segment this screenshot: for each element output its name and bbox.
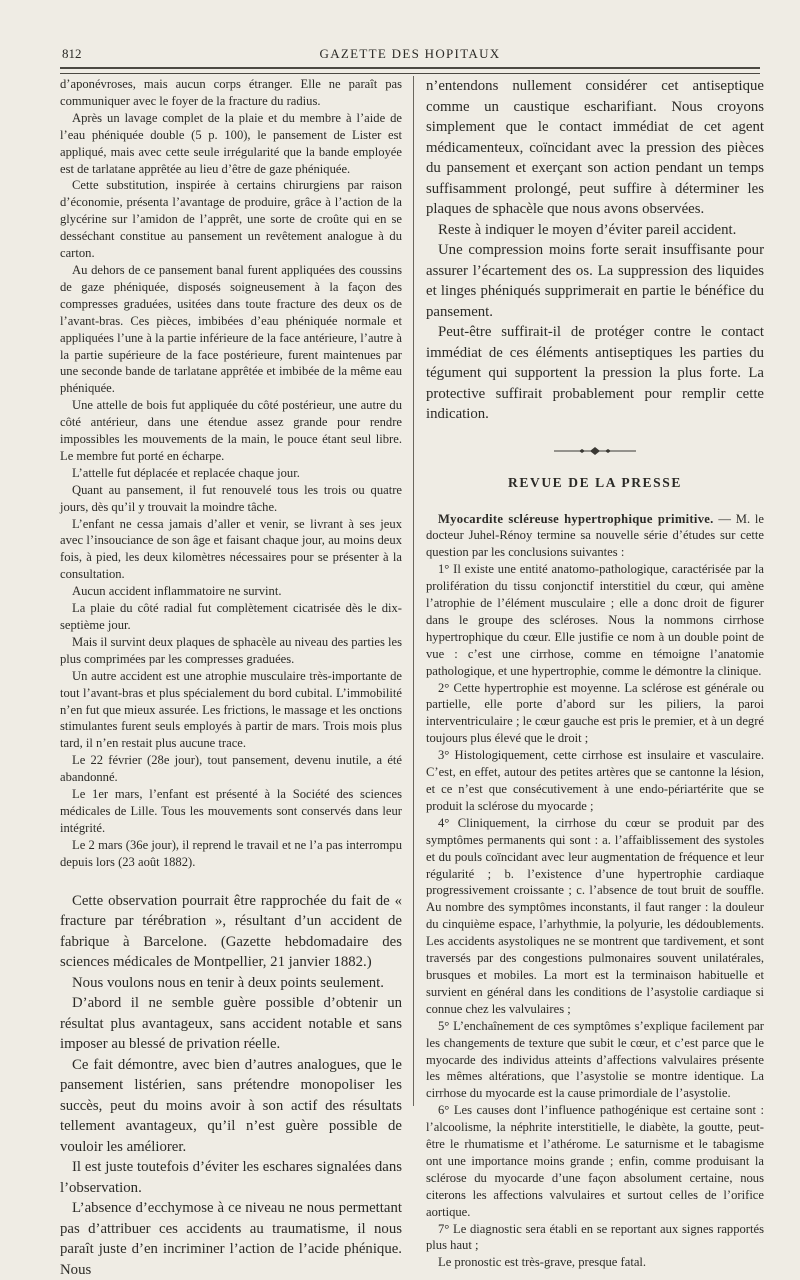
paragraph: Reste à indiquer le moyen d’éviter pareil accident. bbox=[438, 221, 737, 238]
paragraph: Le 2 mars (36e jour), il reprend le travail et ne l’a pas interrompu depuis lors (23 août 1882). bbox=[60, 837, 402, 869]
paragraph: Cette observation pourrait être rapprochée du fait de « fracture par térébration », résultant d’un accident de fabrique à Barcelone. (Gazette hebdomadaire des sciences médicales de Montpellier, 21 janvier 1882.) bbox=[60, 892, 402, 971]
paragraph: Ce fait démontre, avec bien d’autres analogues, que le pansement listérien, sans prétendre monopoliser les succès, peut du moins avoir à son actif des résultats tellement avantageux, qu’il n’est guère possible de vouloir les améliorer. bbox=[60, 1056, 402, 1155]
paragraph: Il est juste toutefois d’éviter les eschares signalées dans l’observation. bbox=[60, 1159, 402, 1196]
page-header bbox=[60, 44, 760, 64]
commentary-continuation bbox=[426, 76, 764, 425]
paragraph: Une compression moins forte serait insuffisante pour assurer l’écartement des os. La suppression des liquides et linges phéniqués supprimerait en partie le bénéfice du pansement. bbox=[426, 242, 764, 320]
paragraph: D’abord il ne semble guère possible d’obtenir un résultat plus avantageux, sans accident notable et sans imposer au blessé de privation réelle. bbox=[60, 995, 402, 1053]
commentary-text bbox=[60, 891, 402, 1280]
paragraph: 1° Il existe une entité anatomo-pathologique, caractérisée par la prolifération du tissu conjonctif interstitiel du cœur, qui amène l’atrophie de l’élément musculaire ; elle a donc droit de figurer dans le groupe des scléroses. Nous la nommons cirrhose hypertrophique du cœur. Elle justifie ce nom à un double point de vue : c’est une cirrhose, comme en témoigne l’anatomie pathologique, et une hypertrophie, comme le démontre la clinique. bbox=[426, 562, 764, 678]
paragraph: Cette substitution, inspirée à certains chirurgiens par raison d’économie, présenta l’avantage de produire, grâce à l’action de la glycérine sur l’amidon de l’apprêt, une sorte de croûte qui en se desséchant constitue au pansement un revêtement analogue à du carton. bbox=[60, 178, 402, 261]
paragraph bbox=[426, 511, 764, 562]
paragraph: Une attelle de bois fut appliquée du côté postérieur, une autre du côté antérieur, dans une étendue assez grande pour rendre impossibles les mouvements de la main, le pouce étant seul libre. Le membre fut porté en écharpe. bbox=[60, 398, 402, 463]
paragraph: L’attelle fut déplacée et replacée chaque jour. bbox=[72, 465, 300, 480]
paragraph: 4° Cliniquement, la cirrhose du cœur se produit par des symptômes permanents qui sont : a. l’affaiblissement des systoles et du pouls coïncidant avec leur augmentation de fréquence et leur régularité ; b. l’existence d’une hypertrophie cardiaque progressivement croissante ; c. l’absence de tout bruit de souffle. Au nombre des symptômes inconstants, il faut ranger : la douleur du cinquième espace, l’arhythmie, la polyurie, les dédoublements. Les accidents asystoliques ne se montrent que tardivement, et sont traversés par des congestions pulmonaires souvent unilatérales, brusques et mobiles. La mort est la terminaison habituelle et survient en général dans les conditions de l’asystolie cardiaque si connue chez les valvulaires ; bbox=[426, 815, 764, 1016]
section-ornament bbox=[552, 445, 638, 457]
paragraph: Aucun accident inflammatoire ne survint. bbox=[72, 584, 282, 599]
right-column bbox=[426, 76, 764, 1271]
paragraph: Peut-être suffirait-il de protéger contre le contact immédiat de ces éléments antiseptiques les parties du tégument qui supportent la pression la plus forte. La protective suffirait probablement pour remplir cette indication. bbox=[426, 324, 764, 422]
spacer bbox=[60, 871, 402, 891]
paragraph: L’enfant ne cessa jamais d’aller et venir, se livrant à ses jeux avec l’insouciance de son âge et faisant chaque jour, au moins deux fois, à pied, les deux kilomètres nécessaires pour se présenter à la consultation. bbox=[60, 516, 402, 582]
running-title: GAZETTE DES HOPITAUX bbox=[319, 46, 501, 61]
paragraph: n’entendons nullement considérer cet antiseptique comme un caustique escharifiant. Nous croyons simplement que le contact immédiat de cet agent médicamenteux, coïncidant avec la pression des pièces du pansement et exerçant son action pendant un temps suffisamment prolongé, peut suffire à déterminer les plaques de sphacèle que nous avons observées. bbox=[426, 78, 764, 217]
column-divider bbox=[413, 76, 414, 1106]
paragraph: 7° Le diagnostic sera établi en se reportant aux signes rapportés plus haut ; bbox=[426, 1221, 764, 1253]
paragraph: Un autre accident est une atrophie musculaire très-importante de tout l’avant-bras et plus spécialement du bord cubital. L’immobilité n’en fut que mieux assurée. Les frictions, le massage et les onctions stimulantes furent seuls employés à partir de mars. Trois mois plus tard, il n’en restait plus aucune trace. bbox=[60, 668, 402, 751]
article-title: Myocardite scléreuse hypertrophique primitive. bbox=[438, 511, 714, 526]
paragraph: L’absence d’ecchymose à ce niveau ne nous permettant pas d’attribuer ces accidents au traumatisme, il nous paraît juste d’en incriminer l’action de l’acide phénique. Nous bbox=[60, 1200, 402, 1278]
paragraph: Nous voulons nous en tenir à deux points seulement. bbox=[72, 974, 384, 991]
paragraph: Le pronostic est très-grave, presque fatal. bbox=[438, 1255, 647, 1270]
section-title: REVUE DE LA PRESSE bbox=[508, 474, 682, 490]
paragraph: 3° Histologiquement, cette cirrhose est insulaire et vasculaire. C’est, en effet, autour des petites artères que se cantonne la lésion, et ce n’est que consécutivement à une endo-périartérite que se produit la sclérose du myocarde ; bbox=[426, 748, 764, 813]
paragraph: Le 22 février (28e jour), tout pansement, devenu inutile, a été abandonné. bbox=[60, 753, 402, 785]
header-rule bbox=[60, 67, 760, 74]
page-number: 812 bbox=[62, 46, 82, 61]
paragraph: 6° Les causes dont l’influence pathogénique est certaine sont : l’alcoolisme, la néphrite interstitielle, le diabète, la goutte, peut-être le rhumatisme et l’athérome. Le saturnisme et le tabagisme ont une importance moins grande ; enfin, comme produisant la sclérose du myocarde d’une façon absolument certaine, nous citerons les affections valvulaires et surtout celles de l’orifice aortique. bbox=[426, 1103, 764, 1219]
observation-text bbox=[60, 76, 402, 871]
paragraph: d’aponévroses, mais aucun corps étranger. Elle ne paraît pas communiquer avec le foyer de la fracture du radius. bbox=[60, 77, 402, 108]
paragraph: La plaie du côté radial fut complètement cicatrisée dès le dix-septième jour. bbox=[60, 601, 402, 632]
left-column bbox=[60, 76, 402, 1280]
press-review-text bbox=[426, 511, 764, 1272]
paragraph: Quant au pansement, il fut renouvelé tous les trois ou quatre jours, dès qu’il y trouvait la moindre tâche. bbox=[60, 482, 402, 514]
paragraph: Au dehors de ce pansement banal furent appliquées des coussins de gaze phéniquée, disposés soigneusement à la façon des compresses graduées, usitées dans toute fracture des deux os de l’avant-bras. Ces pièces, imbibées d’eau phéniquée normale et appliquées l’une à la partie inférieure de la face antérieure, l’autre à la partie supérieure de la face postérieure, furent maintenues par une seconde bande de tarlatane apprêtée et imbibée de la même eau phéniquée. bbox=[60, 262, 402, 396]
paragraph: 2° Cette hypertrophie est moyenne. La sclérose est générale ou partielle, elle porte d’abord sur les piliers, la paroi interventriculaire ; le cœur gauche est pris le premier, et à un degré toujours plus élevé que le droit ; bbox=[426, 680, 764, 746]
paragraph: 5° L’enchaînement de ces symptômes s’explique facilement par les changements de texture que subit le cœur, et c’est parce que le myocarde des individus atteints d’affections valvulaires présente les mêmes altérations, que l’asystolie se montre identique. La cirrhose du myocarde est la cause primordiale de l’asystolie. bbox=[426, 1018, 764, 1101]
paragraph: Mais il survint deux plaques de sphacèle au niveau des parties les plus comprimées par les compresses graduées. bbox=[60, 634, 402, 666]
article-intro: — M. le docteur Juhel-Rénoy termine sa nouvelle série d’études sur cette question par les conclusions suivantes : bbox=[426, 511, 764, 560]
paragraph: Après un lavage complet de la plaie et du membre à l’aide de l’eau phéniquée double (5 p. 100), le pansement de Lister est appliqué, mais avec cette seule irrégularité que la bande employée est de tarlatane apprêtée au lieu d’être de gaze phéniquée. bbox=[60, 110, 402, 176]
paragraph: Le 1er mars, l’enfant est présenté à la Société des sciences médicales de Lille. Tous les mouvements sont conservés dans leur intégrité. bbox=[60, 787, 402, 835]
